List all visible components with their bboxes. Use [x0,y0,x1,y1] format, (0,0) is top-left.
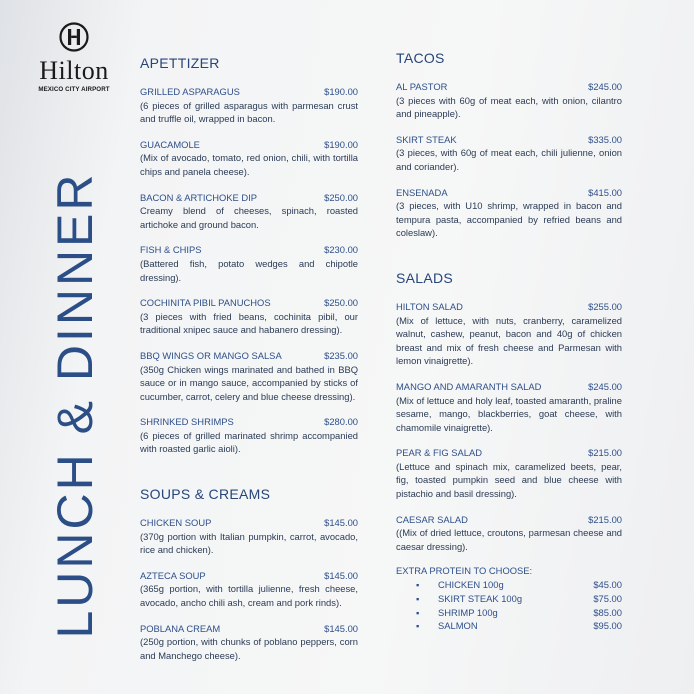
extra-name: SHRIMP 100g [438,606,498,618]
item-name: HILTON SALAD [396,300,463,312]
item-name: SKIRT STEAK [396,133,457,145]
hilton-emblem-icon [59,22,89,52]
bullet-icon: ▪ [416,620,420,632]
extra-protein-item [396,578,622,592]
item-description: (Lettuce and spinach mix, caramelized beets, pear, fig, toasted pumpkin seed and blue cheese with pistachio and basil dressing). [396,460,622,500]
menu-item [396,186,622,240]
item-price: $215.00 [588,513,622,525]
vertical-title: LUNCH & DINNER [47,171,103,639]
extra-protein-item [396,592,622,606]
item-description: (350g Chicken wings marinated and bathed in BBQ sauce or in mango sauce, accompanied by sticks of cucumber, carrot, celery and blue cheese dressing). [140,363,358,402]
item-name: PEAR & FIG SALAD [396,447,482,459]
section-gap [140,468,358,486]
menu-item [140,85,358,126]
bullet-icon: ▪ [416,579,420,591]
section-gap [396,252,622,270]
item-description: ((Mix of dried lettuce, croutons, parmesan cheese and caesar dressing). [396,527,622,552]
item-name: AL PASTOR [396,81,448,92]
item-name: BACON & ARTICHOKE DIP [140,191,258,203]
right-column [396,50,622,633]
item-description: (6 pieces of grilled marinated shrimp accompanied with roasted garlic aioli). [140,429,358,455]
item-description: (3 pieces with 60g of meat each, with onion, cilantro and pineapple). [396,94,622,120]
section-title: TACOS [396,50,445,66]
hilton-logo [34,22,114,93]
menu-item [396,513,622,554]
section-title: APETTIZER [140,55,220,71]
menu-item [140,622,358,663]
left-column [140,55,358,674]
menu-item [140,349,358,403]
item-price: $255.00 [588,300,622,312]
menu-item [140,138,358,179]
item-price: $250.00 [324,297,358,309]
section-apetizer [140,55,358,456]
extra-price: $75.00 [593,593,622,605]
menu-item [396,380,622,434]
section-soups [140,486,358,662]
item-name: BBQ WINGS OR MANGO SALSA [140,349,282,361]
extra-protein [396,565,622,632]
item-price: $415.00 [588,186,622,198]
item-price: $145.00 [324,622,358,634]
item-price: $215.00 [588,447,622,459]
item-name: MANGO AND AMARANTH SALAD [396,380,542,392]
extra-name: CHICKEN 100g [438,579,504,591]
item-description: Creamy blend of cheeses, spinach, roasted artichoke and ground bacon. [140,205,358,230]
item-price: $245.00 [588,380,622,392]
item-name: SHRINKED SHRIMPS [140,416,234,428]
section-tacos [396,50,622,240]
item-price: $145.00 [324,517,358,529]
item-description: (Mix of avocado, tomato, red onion, chili, with tortilla chips and panela cheese). [140,152,358,177]
brand-name: Hilton [39,56,109,85]
item-description: (6 pieces of grilled asparagus with parmesan crust and truffle oil, wrapped in bacon. [140,99,358,125]
section-title: SALADS [396,269,454,286]
item-description: (Battered fish, potato wedges and chipotle dressing). [140,257,358,283]
item-price: $250.00 [324,191,358,203]
item-price: $280.00 [324,416,358,428]
item-description: (365g portion, with tortilla julienne, fresh cheese, avocado, ancho chili ash, cream and pork rinds). [140,583,358,609]
item-name: POBLANA CREAM [140,622,221,634]
item-name: FISH & CHIPS [140,244,202,256]
item-price: $190.00 [324,86,358,97]
item-name: AZTECA SOUP [140,569,206,581]
item-price: $245.00 [588,81,622,92]
item-description: (3 pieces, with 60g of meat each, chili julienne, onion and coriander). [396,147,622,172]
bullet-icon: ▪ [416,606,420,618]
extra-protein-item [396,606,622,620]
item-description: (3 pieces, with U10 shrimp, wrapped in bacon and tempura pasta, accompanied by refried beans and coleslaw). [396,200,622,239]
menu-item [396,300,622,368]
item-name: CAESAR SALAD [396,513,468,525]
menu-item [140,516,358,557]
item-price: $335.00 [588,133,622,145]
extra-price: $45.00 [593,579,622,591]
extra-protein-item [396,619,622,633]
menu-item [140,415,358,456]
menu-item [396,80,622,121]
menu-item [140,191,358,232]
brand-location: MEXICO CITY AIRPORT [38,86,110,93]
menu-item [140,296,358,337]
menu-item [396,133,622,174]
section-title: SOUPS & CREAMS [140,486,271,503]
item-name: CHICKEN SOUP [140,517,212,529]
item-price: $230.00 [324,244,358,256]
item-name: ENSENADA [396,186,448,198]
item-name: GUACAMOLE [140,138,200,150]
item-price: $235.00 [324,349,358,361]
item-price: $145.00 [324,569,358,581]
menu-item [396,446,622,500]
item-price: $190.00 [324,138,358,150]
extra-name: SALMON [438,620,478,632]
item-description: (250g portion, with chunks of poblano peppers, corn and Manchego cheese). [140,636,358,661]
bullet-icon: ▪ [416,593,420,605]
extra-name: SKIRT STEAK 100g [438,593,523,605]
section-salads [396,270,622,554]
item-description: (Mix of lettuce, with nuts, cranberry, caramelized walnut, cashew, peanut, bacon and 40g of chicken breast and mix of fresh cheese and Parmesan with lemon vinaigrette). [396,314,622,367]
extra-protein-title: EXTRA PROTEIN TO CHOOSE: [396,565,533,577]
item-name: COCHINITA PIBIL PANUCHOS [140,297,271,309]
item-name: GRILLED ASPARAGUS [140,86,240,97]
item-description: (Mix of lettuce and holy leaf, toasted amaranth, praline sesame, mango, blackberries, goat cheese, with chamomile vinaigrette). [396,394,622,433]
menu-item [140,569,358,610]
menu-item [140,243,358,284]
extra-price: $85.00 [593,606,622,618]
extra-price: $95.00 [593,620,622,632]
item-description: (370g portion with Italian pumpkin, carrot, avocado, rice and chicken). [140,530,358,556]
item-description: (3 pieces with fried beans, cochinita pibil, our traditional xnipec sauce and habanero dressing). [140,310,358,336]
